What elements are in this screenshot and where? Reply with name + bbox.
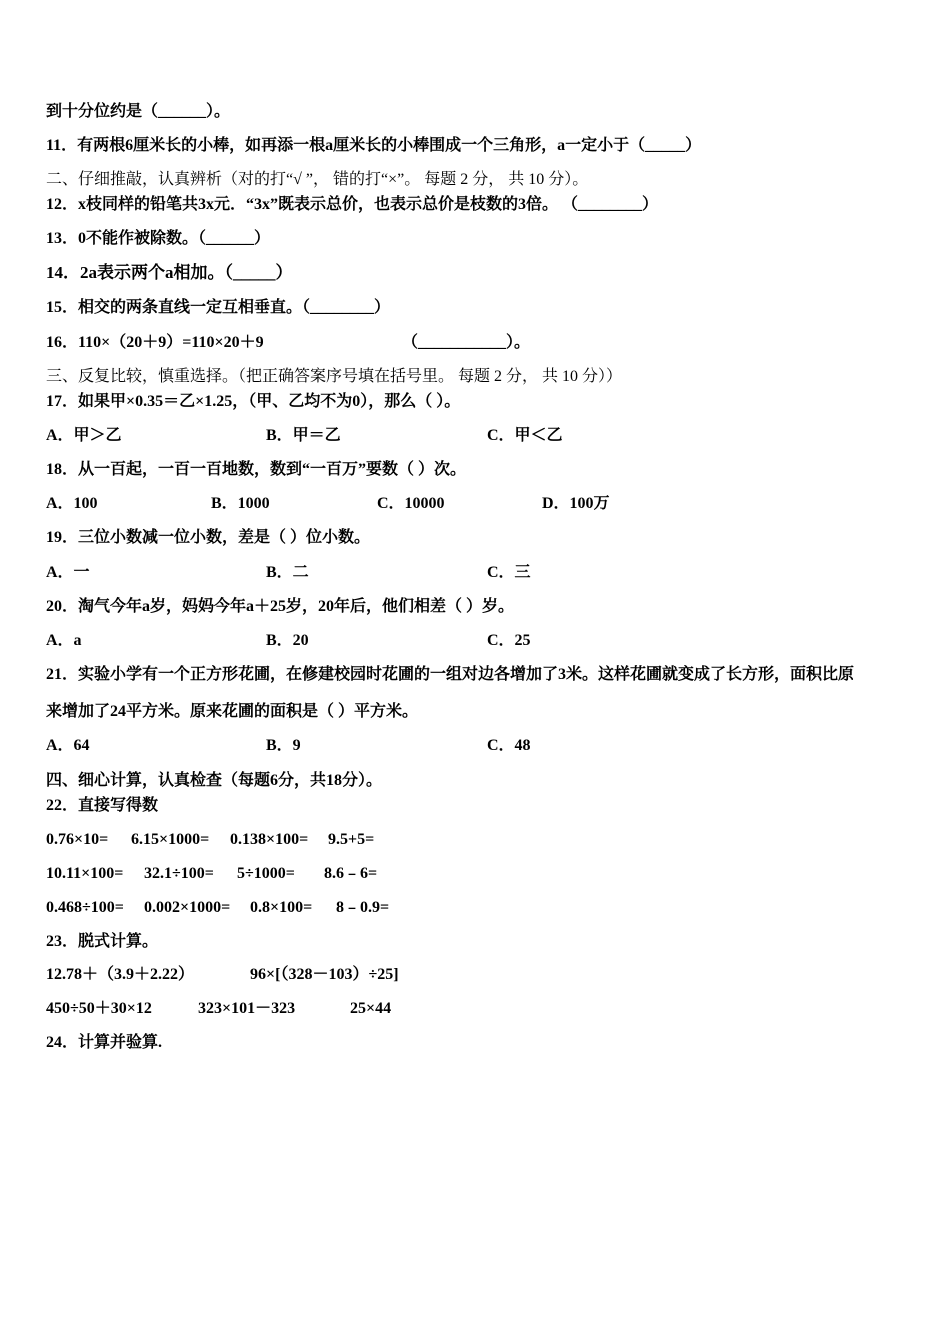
option-b: B．甲＝乙 bbox=[266, 427, 341, 444]
calc-item: 12.78＋（3.9＋2.22） bbox=[46, 966, 195, 983]
calc-item: 0.76×10= bbox=[46, 831, 109, 848]
question-16 bbox=[46, 333, 906, 353]
option-c: C．三 bbox=[487, 564, 531, 581]
option-d: D．100万 bbox=[542, 495, 610, 512]
calc-item: 0.8×100= bbox=[250, 899, 313, 916]
q18-options bbox=[46, 494, 906, 514]
calc-item: 450÷50＋30×12 bbox=[46, 1000, 152, 1017]
question-21-line-1: 21．实验小学有一个正方形花圃，在修建校园时花圃的一组对边各增加了3米。这样花圃就变成了长方形，面积比原 bbox=[46, 666, 855, 683]
question-13: 13．0不能作被除数。（______） bbox=[46, 230, 271, 247]
q22-row-1 bbox=[46, 830, 906, 850]
calc-item: 10.11×100= bbox=[46, 865, 124, 882]
question-14: 14．2a表示两个a相加。（_____） bbox=[46, 263, 293, 282]
q19-options bbox=[46, 563, 906, 583]
option-b: B．9 bbox=[266, 737, 301, 754]
option-a: A．一 bbox=[46, 564, 90, 581]
question-21-line-2: 来增加了24平方米。原来花圃的面积是（ ）平方米。 bbox=[46, 703, 419, 720]
q23-row-2 bbox=[46, 999, 906, 1019]
option-b: B．二 bbox=[266, 564, 309, 581]
option-a: A．甲＞乙 bbox=[46, 427, 122, 444]
option-b: B．20 bbox=[266, 632, 309, 649]
calc-item: 5÷1000= bbox=[237, 865, 295, 882]
calc-item: 0.138×100= bbox=[230, 831, 309, 848]
q10-tail: 到十分位约是（______）。 bbox=[46, 103, 231, 120]
option-a: A．a bbox=[46, 632, 82, 649]
q23-row-1 bbox=[46, 965, 906, 985]
q21-options bbox=[46, 736, 906, 756]
section-4-heading: 四、细心计算，认真检查（每题6分，共18分）。 bbox=[46, 772, 383, 789]
calc-item: 323×101－323 bbox=[198, 1000, 296, 1017]
option-a: A．100 bbox=[46, 495, 98, 512]
question-23-title: 23．脱式计算。 bbox=[46, 933, 159, 950]
option-b: B．1000 bbox=[211, 495, 270, 512]
calc-item: 9.5+5= bbox=[328, 831, 375, 848]
option-c: C．10000 bbox=[377, 495, 445, 512]
q22-row-2 bbox=[46, 864, 906, 884]
q16-expression: 16．110×（20＋9）=110×20＋9 bbox=[46, 334, 264, 351]
calc-item: 0.002×1000= bbox=[144, 899, 231, 916]
option-c: C．甲＜乙 bbox=[487, 427, 563, 444]
calc-item: 32.1÷100= bbox=[144, 865, 214, 882]
calc-item: 0.468÷100= bbox=[46, 899, 124, 916]
option-a: A．64 bbox=[46, 737, 90, 754]
question-18: 18．从一百起，一百一百地数，数到“一百万”要数（ ）次。 bbox=[46, 461, 467, 478]
calc-item: 8.6﹣6= bbox=[324, 865, 378, 882]
q22-row-3 bbox=[46, 898, 906, 918]
q16-blank: （___________）。 bbox=[402, 334, 531, 351]
calc-item: 25×44 bbox=[350, 1000, 392, 1017]
option-c: C．25 bbox=[487, 632, 531, 649]
question-19: 19．三位小数减一位小数，差是（ ）位小数。 bbox=[46, 529, 371, 546]
question-15: 15．相交的两条直线一定互相垂直。（________） bbox=[46, 299, 391, 316]
q17-options bbox=[46, 426, 906, 446]
section-2-heading: 二、仔细推敲，认真辨析（对的打“√ ”， 错的打“×”。 每题 2 分， 共 10 分）。 bbox=[46, 171, 589, 188]
q20-options bbox=[46, 631, 906, 651]
section-3-heading: 三、反复比较，慎重选择。（把正确答案序号填在括号里。 每题 2 分， 共 10 分）） bbox=[46, 368, 623, 385]
calc-item: 6.15×1000= bbox=[131, 831, 210, 848]
calc-item: 96×[（328－103）÷25] bbox=[250, 966, 399, 983]
question-24: 24．计算并验算. bbox=[46, 1034, 163, 1051]
option-c: C．48 bbox=[487, 737, 531, 754]
question-22-title: 22．直接写得数 bbox=[46, 797, 159, 814]
question-11: 11．有两根6厘米长的小棒，如再添一根a厘米长的小棒围成一个三角形，a一定小于（_____） bbox=[46, 137, 702, 154]
question-12: 12．x枝同样的铅笔共3x元．“3x”既表示总价，也表示总价是枝数的3倍。 （________） bbox=[46, 196, 659, 213]
question-20: 20．淘气今年a岁，妈妈今年a＋25岁，20年后，他们相差（ ）岁。 bbox=[46, 598, 515, 615]
calc-item: 8﹣0.9= bbox=[336, 899, 390, 916]
question-17: 17．如果甲×0.35＝乙×1.25，（甲、乙均不为0），那么（ ）。 bbox=[46, 393, 461, 410]
